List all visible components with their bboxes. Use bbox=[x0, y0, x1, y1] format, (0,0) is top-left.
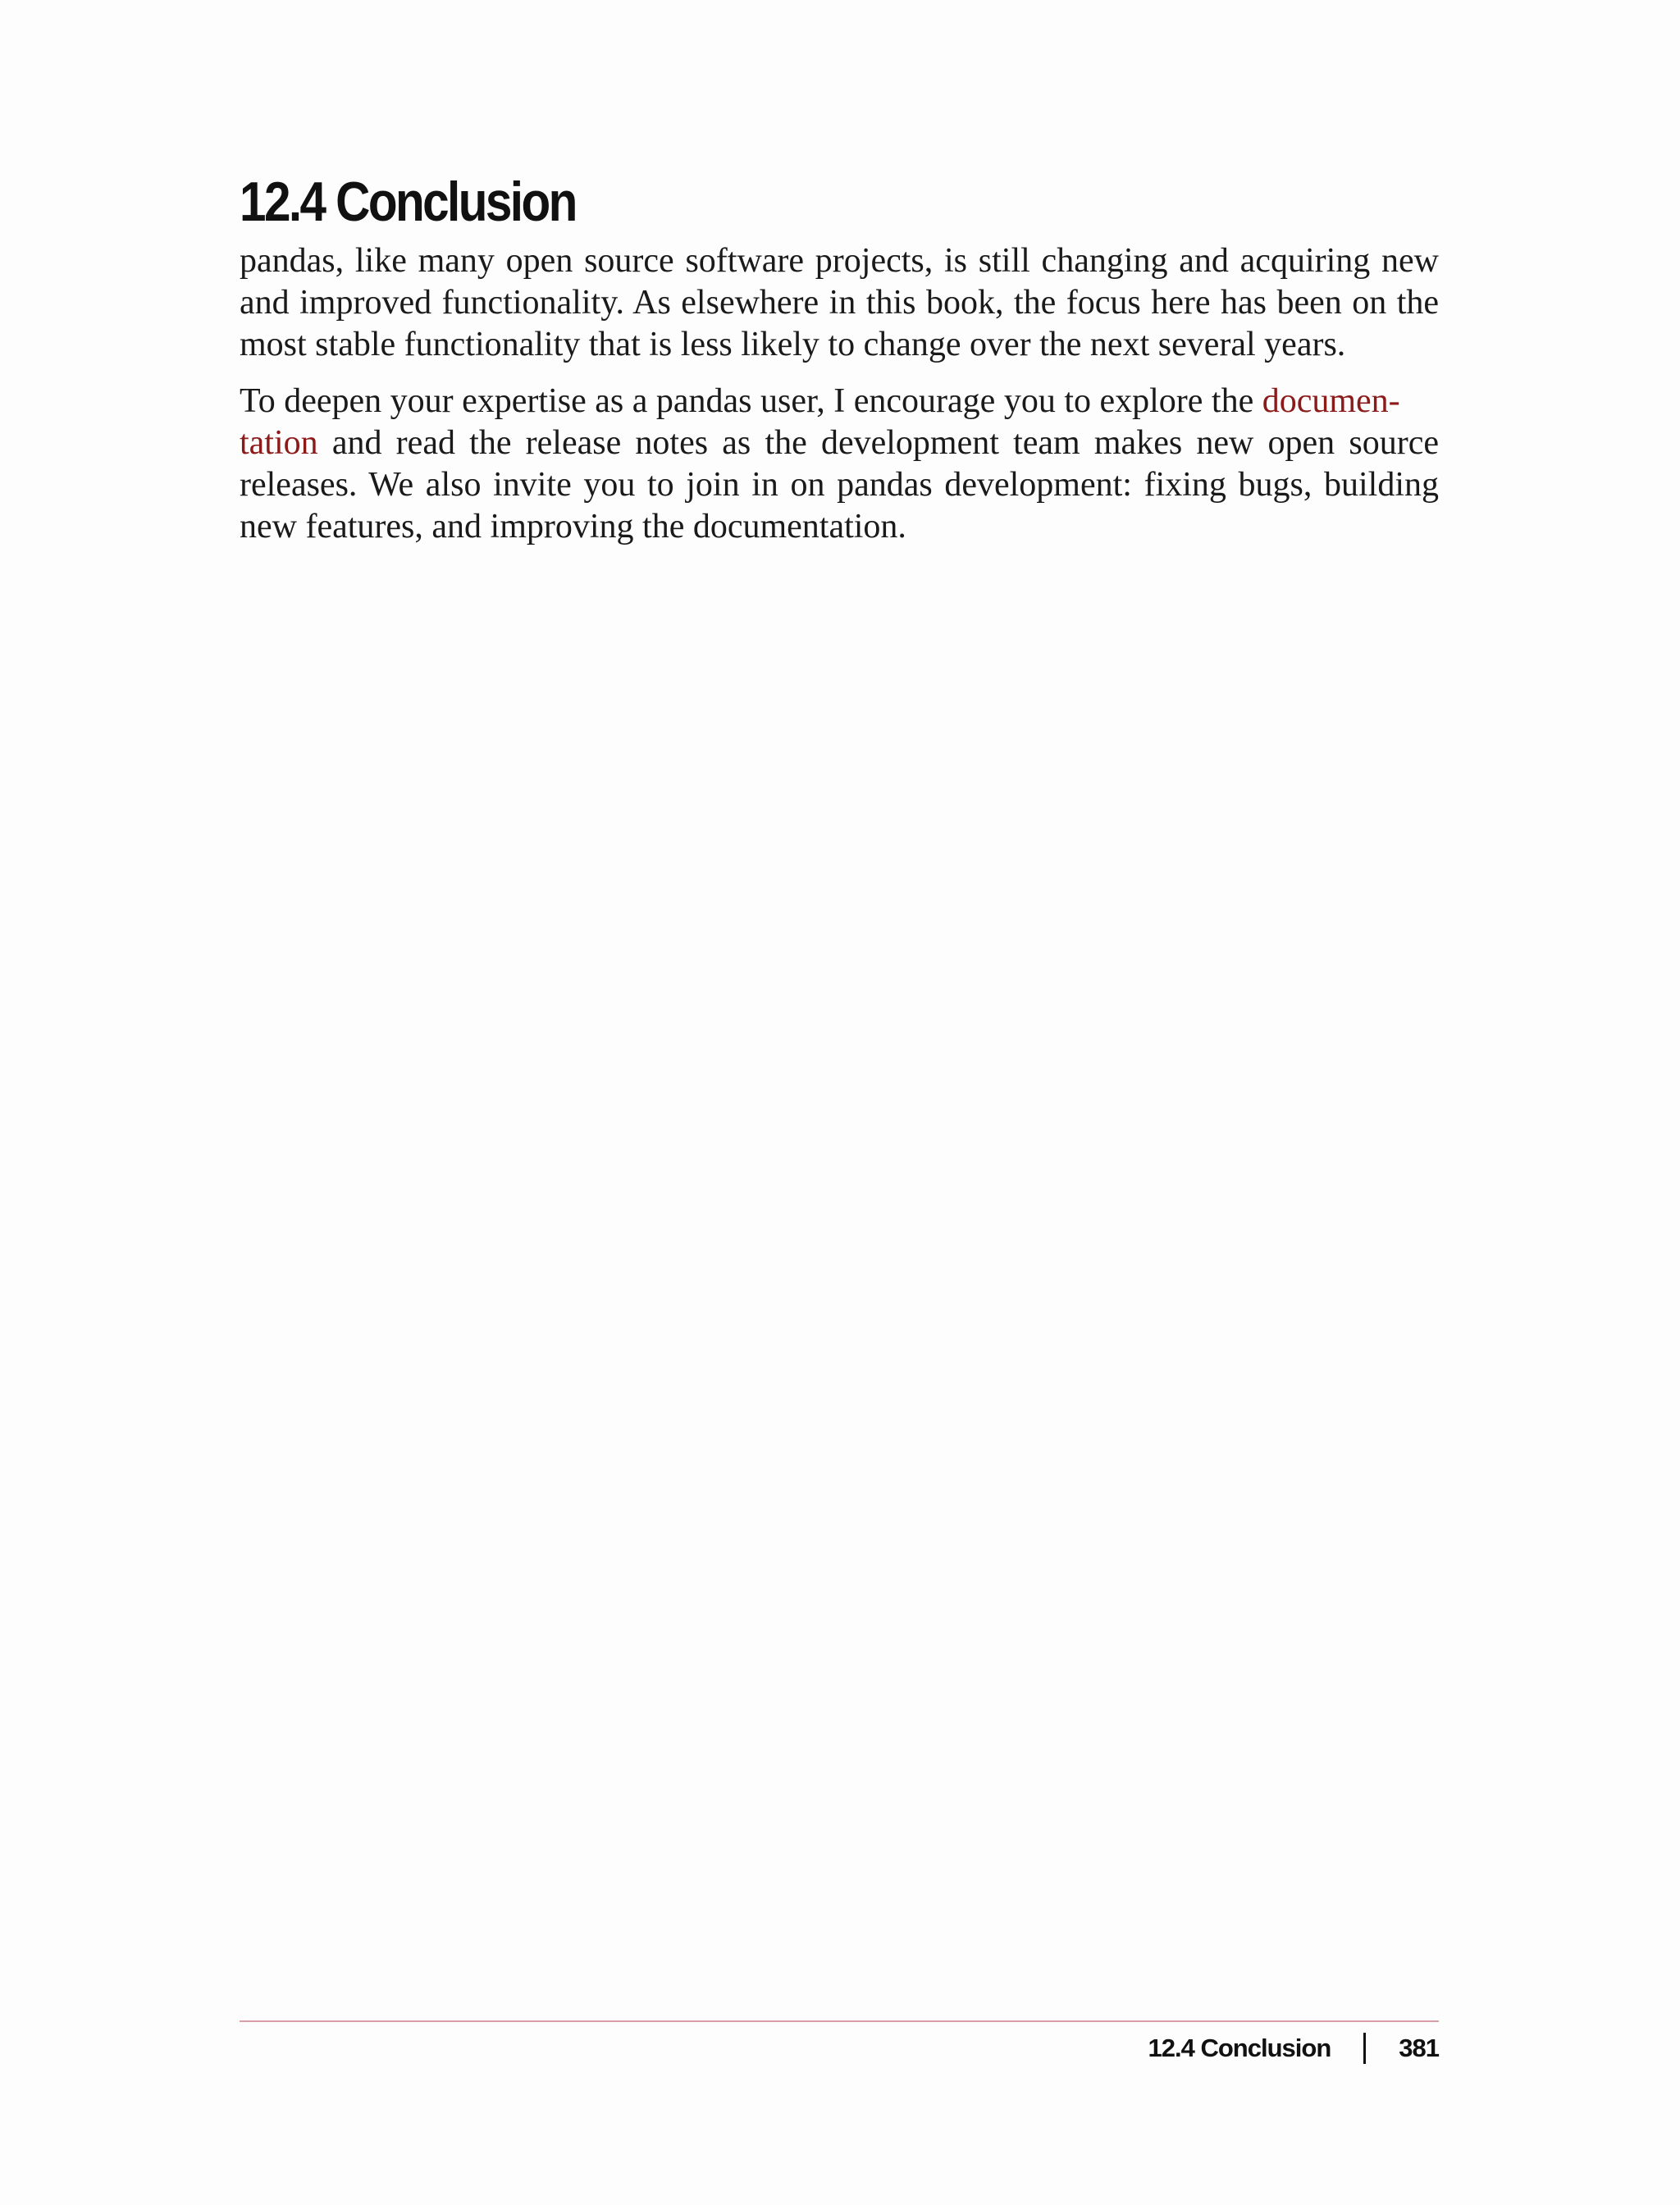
page-footer bbox=[1148, 2029, 1439, 2067]
documentation-link-part-2: tation bbox=[240, 424, 318, 462]
page-content bbox=[240, 168, 1439, 563]
footer-rule bbox=[240, 2020, 1439, 2022]
paragraph-2-text-end: and read the release notes as the development team makes new open source releases. We also invite you to join in on pandas development: fixing bugs, building new features, and improving the documentation. bbox=[240, 424, 1439, 546]
paragraph-2 bbox=[240, 381, 1439, 548]
paragraph-1: pandas, like many open source software projects, is still changing and acquiring new and improved functionality. As elsewhere in this book, the focus here has been on the most stable functionality that is less likely to change over the next several years. bbox=[240, 242, 1439, 363]
footer-separator bbox=[1363, 2033, 1366, 2064]
footer-page-number: 381 bbox=[1399, 2034, 1439, 2062]
documentation-link-part-1: documen- bbox=[1262, 382, 1400, 420]
footer-running-title: 12.4 Conclusion bbox=[1148, 2034, 1331, 2062]
paragraph-2-text-start: To deepen your expertise as a pandas user, I encourage you to explore the bbox=[240, 382, 1262, 420]
section-heading: 12.4 Conclusion bbox=[240, 171, 576, 233]
